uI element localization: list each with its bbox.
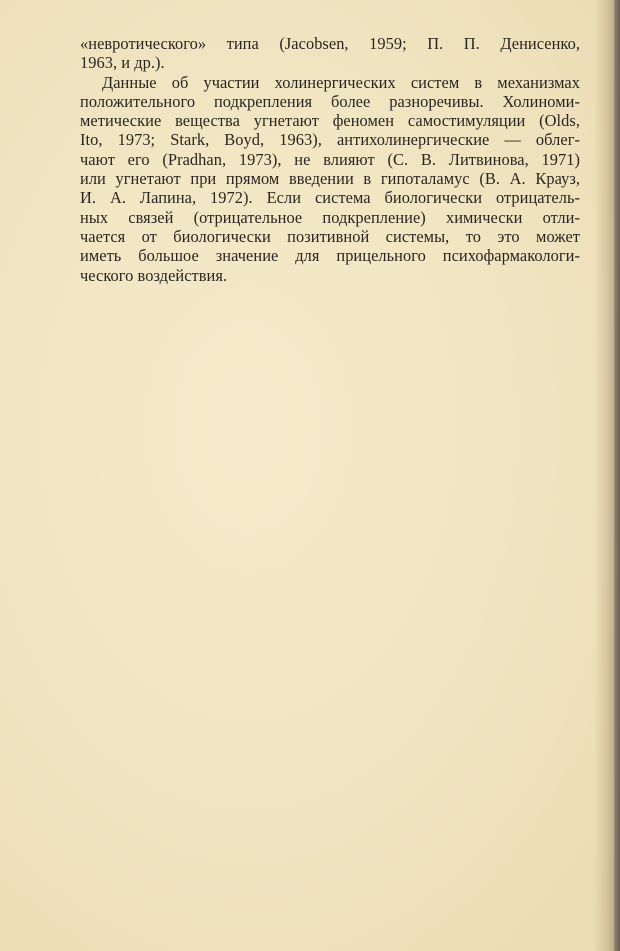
text-line: Ito, 1973; Stark, Boyd, 1963), антихолинергические — облег-	[80, 130, 580, 150]
text-line: «невротического» типа (Jacobsen, 1959; П. П. Денисенко,	[80, 34, 580, 53]
paragraph-1	[80, 34, 580, 73]
text-line: И. А. Лапина, 1972). Если система биологически отрицатель-	[80, 188, 580, 208]
text-line: ческого воздействия.	[80, 265, 228, 285]
text-line: иметь большое значение для прицельного психофармакологи-	[80, 246, 580, 266]
paragraph-2	[80, 73, 580, 285]
text-line: чается от биологически позитивной системы, то это может	[80, 226, 580, 246]
text-line: чают его (Pradhan, 1973), не влияют (С. В. Литвинова, 1971)	[80, 149, 580, 169]
text-line: положительного подкрепления более разноречивы. Холиноми-	[80, 91, 580, 111]
body-text	[80, 34, 580, 285]
text-line: метические вещества угнетают феномен самостимуляции (Olds,	[80, 111, 580, 131]
text-line: или угнетают при прямом введении в гипоталамус (В. А. Крауз,	[80, 169, 580, 189]
text-line: Данные об участии холинергических систем в механизмах	[102, 72, 580, 92]
page-edge	[614, 0, 620, 951]
text-line: ных связей (отрицательное подкрепление) химически отли-	[80, 207, 580, 227]
text-line: 1963, и др.).	[80, 53, 165, 73]
